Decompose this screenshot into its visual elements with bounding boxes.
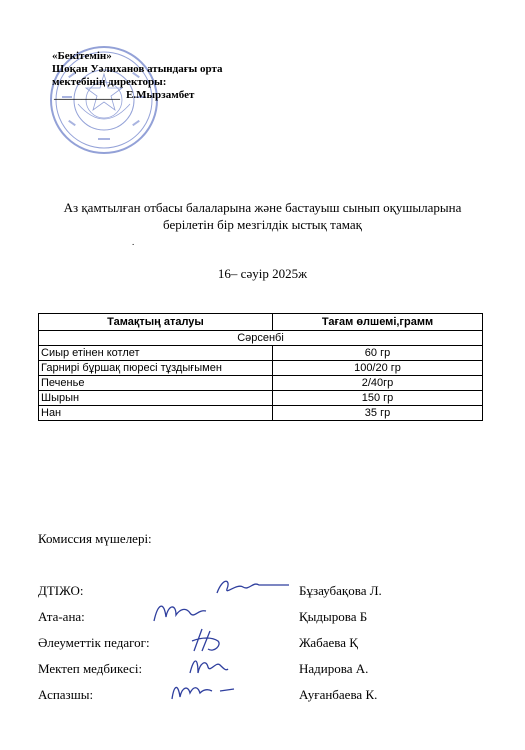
handwritten-signature <box>188 627 228 655</box>
member-row <box>38 583 478 609</box>
signature-underline: ____________ <box>54 89 120 101</box>
dish-name: Шырын <box>39 391 273 406</box>
dish-name: Печенье <box>39 376 273 391</box>
handwritten-signature <box>186 653 230 679</box>
table-row <box>39 391 483 406</box>
member-name: Бұзаубақова Л. <box>299 583 382 598</box>
director-name: Е.Мырзамбет <box>126 89 195 101</box>
member-row <box>38 609 478 635</box>
table-row <box>39 346 483 361</box>
column-header-dish: Тамақтың аталуы <box>39 314 273 331</box>
member-row <box>38 687 478 713</box>
column-header-portion: Тағам өлшемі,грамм <box>273 314 483 331</box>
dish-name: Гарнирі бұршақ пюресі тұздығымен <box>39 361 273 376</box>
title-line-1: Аз қамтылған отбасы балаларына және бастауыш сынып оқушыларына <box>63 200 462 215</box>
director-signature-line <box>52 89 272 102</box>
table-row <box>39 361 483 376</box>
title-line-2: берілетін бір мезгілдік ыстық тамақ <box>163 217 362 232</box>
commission-heading: Комиссия мүшелері: <box>38 531 152 546</box>
dish-amount: 60 гр <box>273 346 483 361</box>
dish-amount: 35 гр <box>273 406 483 421</box>
table-header-row <box>39 314 483 331</box>
dish-amount: 2/40гр <box>273 376 483 391</box>
dish-amount: 150 гр <box>273 391 483 406</box>
member-name: Қыдырова Б <box>299 609 368 624</box>
member-name: Ауғанбаева К. <box>299 687 378 702</box>
director-label: мектебінің директоры: <box>52 76 167 88</box>
member-name: Жабаева Қ <box>299 635 358 650</box>
member-role: Мектеп медбикесі: <box>38 661 143 676</box>
document-date: 16– сәуір 2025ж <box>217 266 308 281</box>
school-name: Шоқан Уәлиханов атындағы орта <box>52 63 223 75</box>
dish-amount: 100/20 гр <box>273 361 483 376</box>
stray-dot: . <box>132 237 135 247</box>
day-label: Сәрсенбі <box>39 331 483 346</box>
handwritten-signature <box>213 575 293 601</box>
document-title <box>30 199 495 233</box>
member-row <box>38 661 478 687</box>
member-role: Әлеуметтік педагог: <box>38 635 150 650</box>
member-name: Надирова А. <box>299 661 369 676</box>
table-row <box>39 406 483 421</box>
table-day-row <box>39 331 483 346</box>
member-role: ДТІЖО: <box>38 583 84 598</box>
member-role: Аспазшы: <box>38 687 94 702</box>
dish-name: Сиыр етінен котлет <box>39 346 273 361</box>
member-role: Ата-ана: <box>38 609 85 624</box>
approval-heading: «Бекітемін» <box>52 50 112 62</box>
approval-block <box>52 50 272 102</box>
table-row <box>39 376 483 391</box>
commission-members <box>38 583 478 713</box>
member-row <box>38 635 478 661</box>
menu-table <box>38 313 483 421</box>
handwritten-signature <box>168 679 238 705</box>
handwritten-signature <box>150 597 210 627</box>
dish-name: Нан <box>39 406 273 421</box>
